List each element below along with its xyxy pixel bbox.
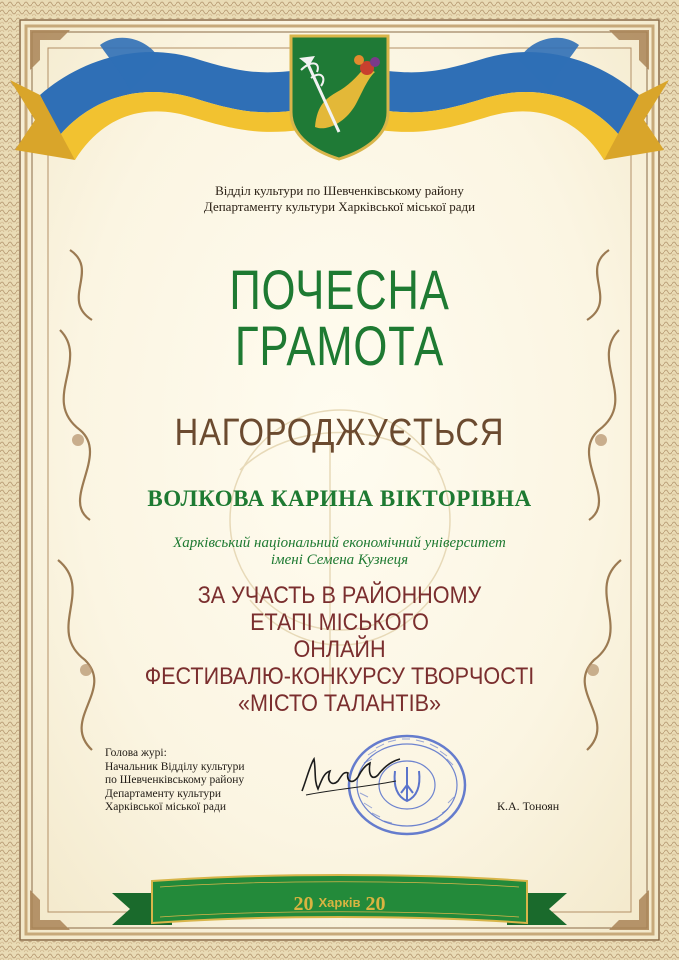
reason-line-2: ЕТАПІ МІСЬКОГО [250,609,429,636]
issuer-header [0,183,679,215]
reason-line-4: ФЕСТИВАЛЮ-КОНКУРСУ ТВОРЧОСТІ [144,663,535,690]
reason-line-3: ОНЛАЙН [293,636,386,663]
award-reason [0,582,679,717]
footer-year-city [0,893,679,916]
jury-line-5: Харківської міської ради [105,801,226,813]
awarded-heading: НАГОРОДЖУЄТЬСЯ [174,412,505,454]
footer-year-left: 20 [293,893,314,915]
jury-title-block [105,747,245,815]
jury-line-4: Департаменту культури [105,787,221,800]
organization-line-1: Харківський національний економічний університет [173,535,506,551]
reason-line-1: ЗА УЧАСТЬ В РАЙОННОМУ [197,582,482,609]
recipient-name: ВОЛКОВА КАРИНА ВІКТОРІВНА [147,486,532,511]
title-line-1: ПОЧЕСНА [229,258,450,321]
organization-line-2: імені Семена Кузнеця [270,552,409,568]
signer-name: К.А. Тоноян [497,799,560,813]
coat-of-arms-icon [287,32,392,162]
jury-line-2: Начальник Відділу культури [105,760,245,773]
jury-line-3: по Шевченківському району [105,774,245,786]
footer-year-right: 20 [365,893,386,915]
jury-line-1: Голова журі: [105,747,167,759]
footer-city: Харків [318,895,361,910]
issuer-line-1: Відділ культури по Шевченківському району [215,183,464,198]
signature-icon [296,751,406,801]
issuer-line-2: Департаменту культури Харківської міської ради [203,199,476,214]
recipient-organization [0,535,679,569]
title-line-2: ГРАМОТА [234,314,445,377]
reason-line-5: «МІСТО ТАЛАНТІВ» [237,690,442,717]
